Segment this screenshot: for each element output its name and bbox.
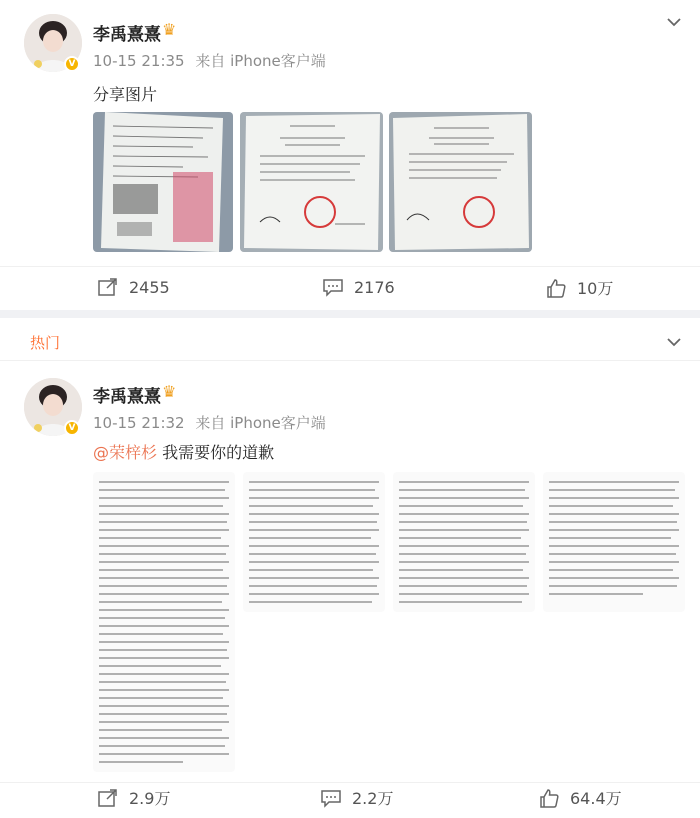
repost-icon bbox=[97, 787, 119, 809]
post-meta bbox=[93, 412, 332, 433]
verified-badge-icon: V bbox=[64, 420, 80, 436]
comment-button[interactable] bbox=[320, 786, 393, 809]
username[interactable]: 李禹熹熹 bbox=[93, 25, 161, 45]
crown-icon[interactable]: ♛ bbox=[162, 20, 177, 39]
post-image-3[interactable] bbox=[389, 112, 532, 252]
chevron-down-icon[interactable] bbox=[664, 332, 684, 352]
hot-tag: 热门 bbox=[30, 334, 61, 352]
comment-icon bbox=[322, 276, 344, 298]
like-button[interactable] bbox=[545, 276, 613, 299]
post-meta bbox=[93, 50, 332, 71]
crown-icon[interactable]: ♛ bbox=[162, 382, 177, 401]
text-page-image bbox=[393, 472, 535, 612]
comment-icon bbox=[320, 787, 342, 809]
repost-count: 2.9万 bbox=[129, 789, 171, 808]
comment-count: 2176 bbox=[354, 277, 395, 297]
verified-badge-icon: V bbox=[64, 56, 80, 72]
like-count: 10万 bbox=[577, 279, 614, 298]
repost-button[interactable] bbox=[97, 276, 170, 298]
post-time[interactable]: 10-15 21:35 bbox=[93, 52, 185, 70]
certificate-photo bbox=[240, 112, 383, 252]
weibo-post-1 bbox=[0, 0, 700, 310]
certificate-photo bbox=[389, 112, 532, 252]
chevron-down-icon[interactable] bbox=[664, 12, 684, 32]
comment-count: 2.2万 bbox=[352, 789, 394, 808]
post-image-1[interactable] bbox=[93, 112, 233, 252]
post-image-3[interactable] bbox=[393, 472, 535, 612]
post-image-2[interactable] bbox=[243, 472, 385, 612]
post-time[interactable]: 10-15 21:32 bbox=[93, 414, 185, 432]
divider bbox=[0, 360, 700, 361]
post-image-4[interactable] bbox=[543, 472, 685, 612]
divider bbox=[0, 782, 700, 783]
post-text-body: 我需要你的道歉 bbox=[157, 443, 275, 462]
post-source: 来自 iPhone客户端 bbox=[195, 52, 326, 70]
text-page-image bbox=[243, 472, 385, 612]
like-count: 64.4万 bbox=[570, 789, 622, 808]
repost-count: 2455 bbox=[129, 277, 170, 297]
repost-button[interactable] bbox=[97, 786, 170, 809]
like-icon bbox=[545, 277, 567, 299]
post-image-1[interactable] bbox=[93, 472, 235, 772]
text-page-image bbox=[543, 472, 685, 612]
like-button[interactable] bbox=[538, 786, 622, 809]
comment-button[interactable] bbox=[322, 276, 395, 298]
post-text bbox=[93, 440, 274, 463]
username[interactable]: 李禹熹熹 bbox=[93, 387, 161, 407]
post-source: 来自 iPhone客户端 bbox=[195, 414, 326, 432]
divider bbox=[0, 266, 700, 267]
repost-icon bbox=[97, 276, 119, 298]
document-photo bbox=[93, 112, 233, 252]
mention-link[interactable]: @荣梓杉 bbox=[93, 443, 158, 462]
post-image-2[interactable] bbox=[240, 112, 383, 252]
like-icon bbox=[538, 787, 560, 809]
post-text: 分享图片 bbox=[93, 85, 158, 104]
text-page-image bbox=[93, 472, 235, 772]
weibo-post-2 bbox=[0, 318, 700, 818]
